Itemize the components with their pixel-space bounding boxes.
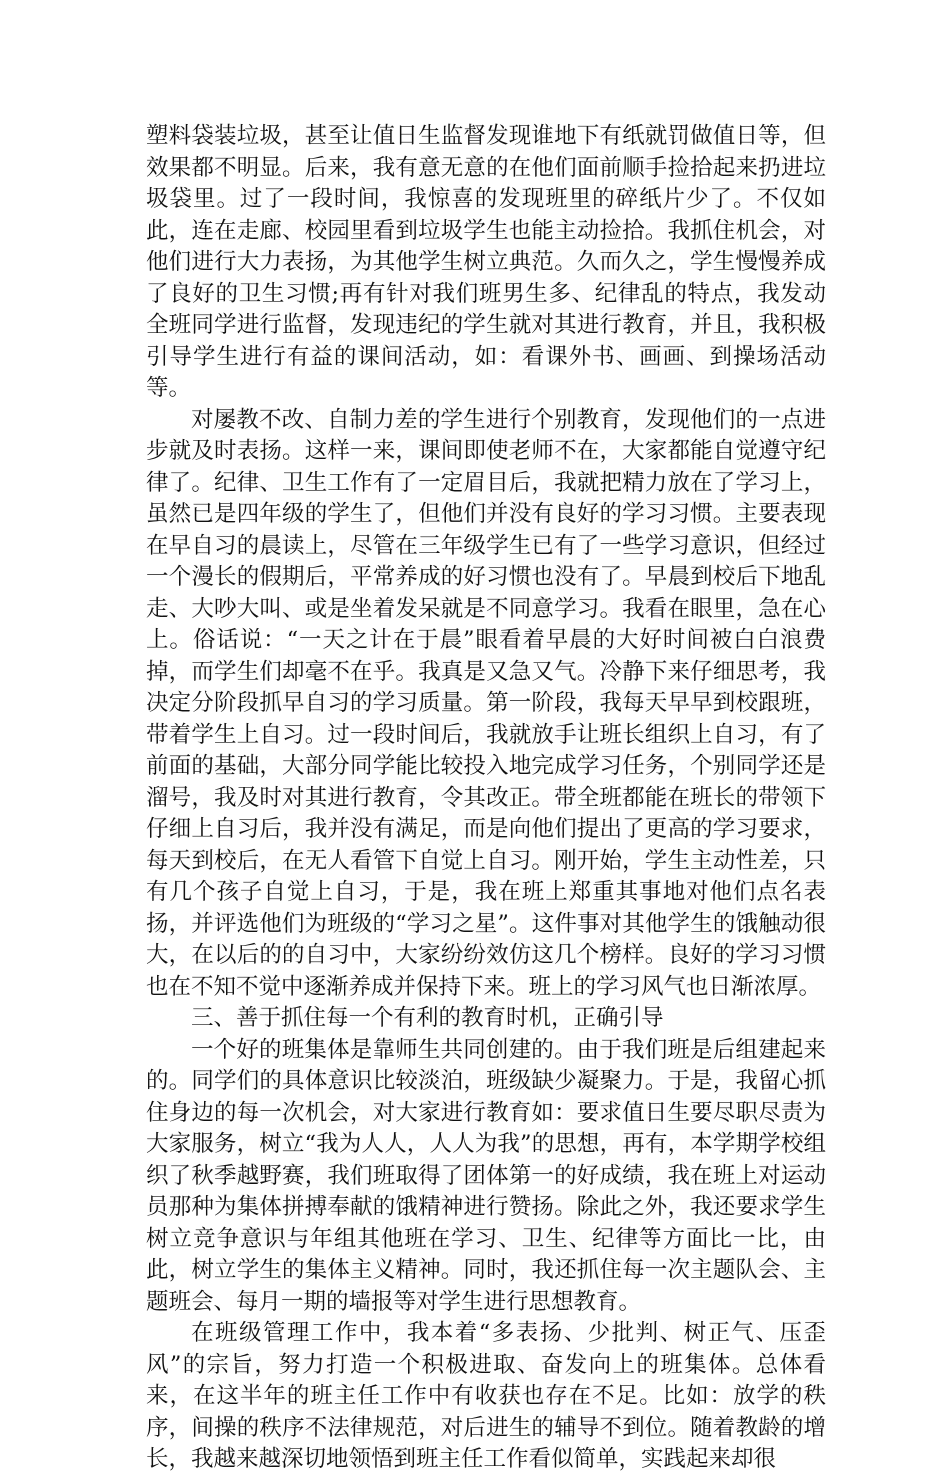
section-heading: 三、善于抓住每一个有利的教育时机，正确引导: [191, 1005, 664, 1031]
paragraph-2: 对屡教不改、自制力差的学生进行个别教育，发现他们的一点进步就及时表扬。这样一来，课间即使老师不在，大家都能自觉遵守纪律了。纪律、卫生工作有了一定眉目后，我就把精力放在了学习上，虽然已是四年级的学生了，但他们并没有良好的学习习惯。主要表现在早自习的晨读上，尽管在三年级学生已有了一些学习意识，但经过一个漫长的假期后，平常养成的好习惯也没有了。早晨到校后下地乱走、大吵大叫、或是坐着发呆就是不同意学习。我看在眼里，急在心上。俗话说：“一天之计在于晨”眼看着早晨的大好时间被白白浪费掉，而学生们却毫不在乎。我真是又急又气。冷静下来仔细思考，我决定分阶段抓早自习的学习质量。第一阶段，我每天早早到校跟班，带着学生上自习。过一段时间后，我就放手让班长组织上自习，有了前面的基础，大部分同学能比较投入地完成学习任务，个别同学还是溜号，我及时对其进行教育，令其改正。带全班都能在班长的带领下仔细上自习后，我并没有满足，而是向他们提出了更高的学习要求，每天到校后，在无人看管下自觉上自习。刚开始，学生主动性差，只有几个孩子自觉上自习，于是，我在班上郑重其事地对他们点名表扬，并评选他们为班级的“学习之星”。这件事对其他学生的饿触动很大，在以后的的自习中，大家纷纷效仿这几个榜样。良好的学习习惯也在不知不觉中逐渐养成并保持下来。班上的学习风气也日渐浓厚。: [146, 406, 826, 1000]
document-body: [146, 121, 826, 1476]
paragraph-1: 塑料袋装垃圾，甚至让值日生监督发现谁地下有纸就罚做值日等，但效果都不明显。后来，我有意无意的在他们面前顺手捡拾起来扔进垃圾袋里。过了一段时间，我惊喜的发现班里的碎纸片少了。不仅如此，连在走廊、校园里看到垃圾学生也能主动捡拾。我抓住机会，对他们进行大力表扬，为其他学生树立典范。久而久之，学生慢慢养成了良好的卫生习惯;再有针对我们班男生多、纪律乱的特点，我发动全班同学进行监督，发现违纪的学生就对其进行教育，并且，我积极引导学生进行有益的课间活动，如：看课外书、画画、到操场活动等。: [146, 123, 826, 401]
paragraph-4: 在班级管理工作中，我本着“多表扬、少批判、树正气、压歪风”的宗旨，努力打造一个积极进取、奋发向上的班集体。总体看来，在这半年的班主任工作中有收获也存在不足。比如：放学的秩序，间操的秩序不法律规范，对后进生的辅导不到位。随着教龄的增长，我越来越深切地领悟到班主任工作看似简单，实践起来却很: [146, 1320, 826, 1472]
paragraph-3: 一个好的班集体是靠师生共同创建的。由于我们班是后组建起来的。同学们的具体意识比较淡泊，班级缺少凝聚力。于是，我留心抓住身边的每一次机会，对大家进行教育如：要求值日生要尽职尽责为大家服务，树立“我为人人，人人为我”的思想，再有，本学期学校组织了秋季越野赛，我们班取得了团体第一的好成绩，我在班上对运动员那种为集体拼搏奉献的饿精神进行赞扬。除此之外，我还要求学生树立竞争意识与年组其他班在学习、卫生、纪律等方面比一比，由此，树立学生的集体主义精神。同时，我还抓住每一次主题队会、主题班会、每月一期的墙报等对学生进行思想教育。: [146, 1036, 826, 1315]
